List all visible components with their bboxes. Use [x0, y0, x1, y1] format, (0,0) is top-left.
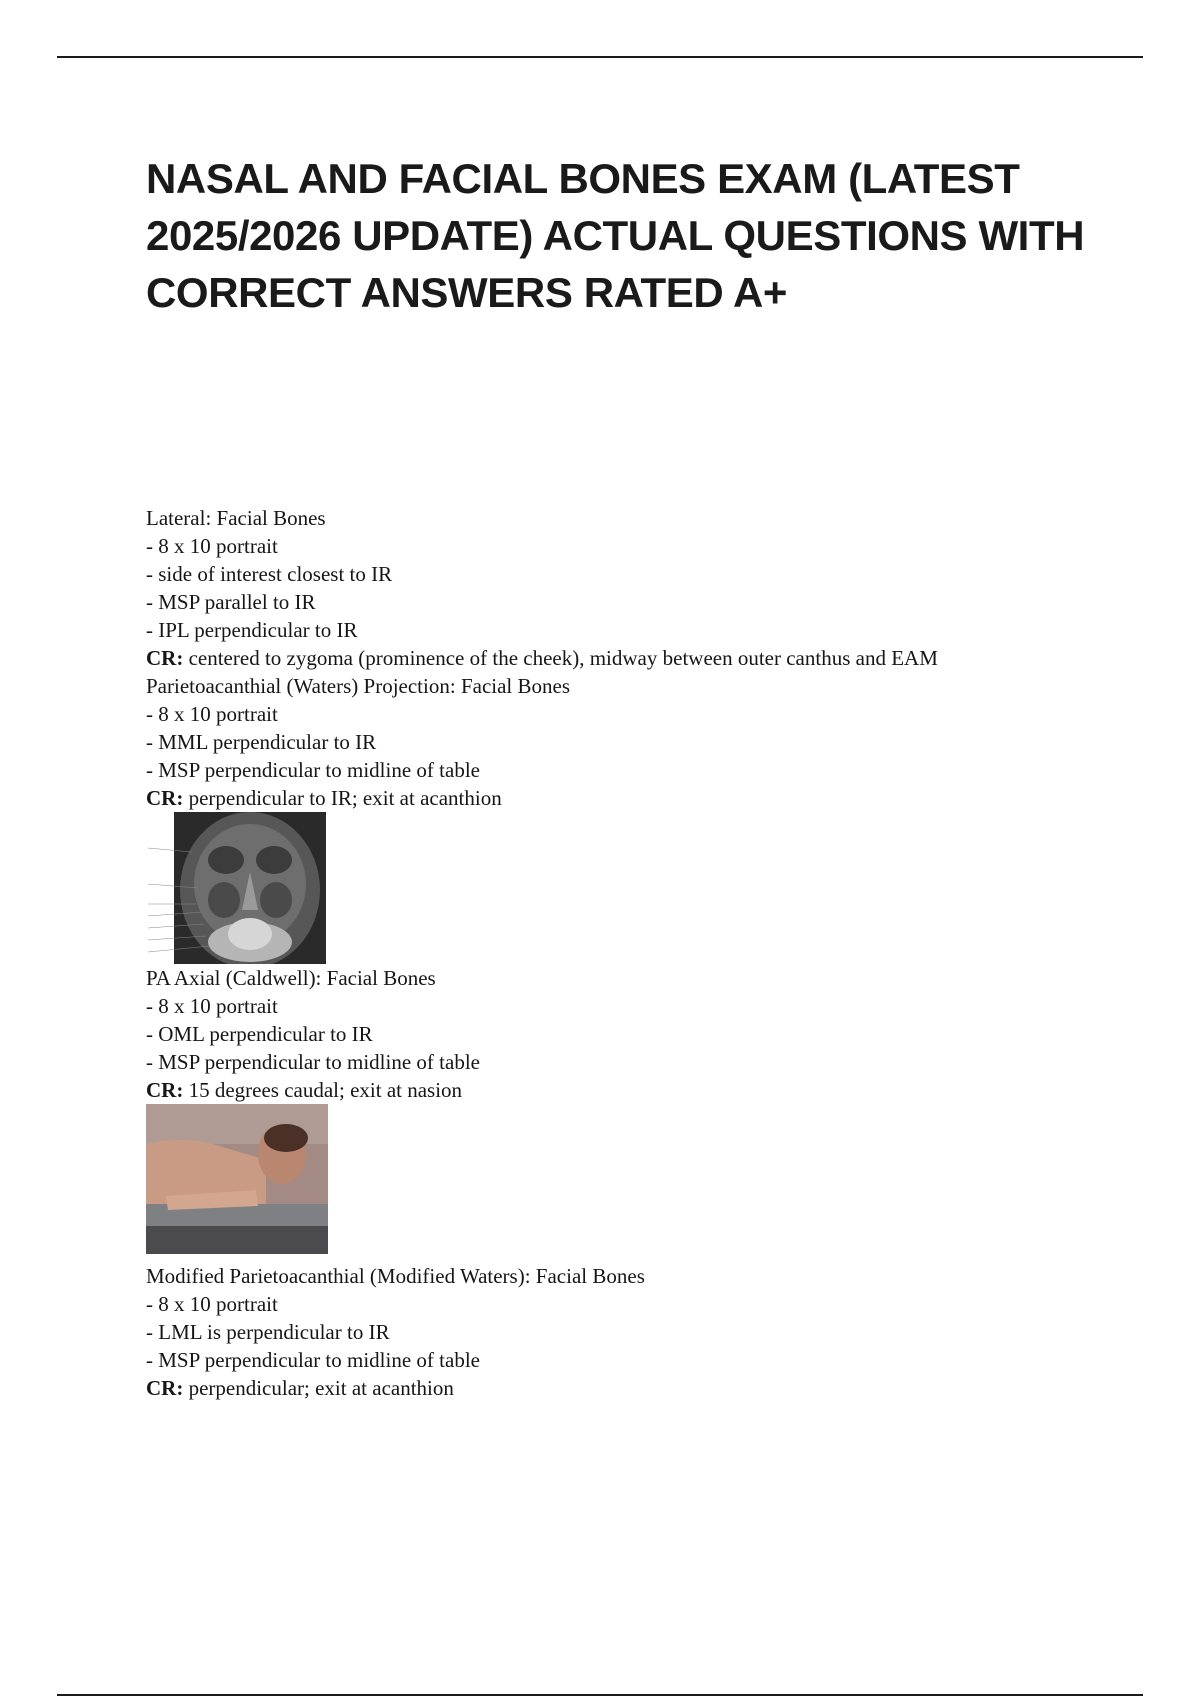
cr-label: CR:: [146, 1078, 184, 1102]
list-item: - IPL perpendicular to IR: [146, 618, 358, 642]
list-item: - 8 x 10 portrait: [146, 534, 278, 558]
cr-text: perpendicular to IR; exit at acanthion: [183, 786, 502, 810]
list-item: - MSP perpendicular to midline of table: [146, 1050, 480, 1074]
document-body: [146, 504, 1146, 1402]
cr-label: CR:: [146, 786, 184, 810]
cr-text: centered to zygoma (prominence of the cheek), midway between outer canthus and EAM: [183, 646, 938, 670]
section-heading: Parietoacanthial (Waters) Projection: Facial Bones: [146, 674, 570, 698]
list-item: - LML is perpendicular to IR: [146, 1320, 390, 1344]
cr-text: perpendicular; exit at acanthion: [183, 1376, 454, 1400]
list-item: - MSP perpendicular to midline of table: [146, 1348, 480, 1372]
section-waters: [146, 672, 1146, 964]
central-ray-line: [146, 1374, 1146, 1402]
section-heading: PA Axial (Caldwell): Facial Bones: [146, 966, 436, 990]
section-heading: Modified Parietoacanthial (Modified Waters): Facial Bones: [146, 1264, 645, 1288]
cr-label: CR:: [146, 1376, 184, 1400]
waters-xray-image: [146, 812, 326, 964]
top-rule: [57, 56, 1143, 58]
cr-text: 15 degrees caudal; exit at nasion: [183, 1078, 463, 1102]
section-modified-waters: [146, 1262, 1146, 1402]
list-item: - MML perpendicular to IR: [146, 730, 377, 754]
list-item: - MSP perpendicular to midline of table: [146, 758, 480, 782]
list-item: - side of interest closest to IR: [146, 562, 393, 586]
central-ray-line: [146, 784, 1146, 812]
xray-label-lines: [146, 812, 326, 964]
list-item: - 8 x 10 portrait: [146, 994, 278, 1018]
list-item: - 8 x 10 portrait: [146, 1292, 278, 1316]
list-item: - 8 x 10 portrait: [146, 702, 278, 726]
cr-label: CR:: [146, 646, 184, 670]
image-caption-fineprint: [146, 1254, 1146, 1262]
section-caldwell: [146, 964, 1146, 1262]
central-ray-line: [146, 1076, 1146, 1104]
central-ray-line: [146, 644, 1146, 672]
patient-photo-art: [146, 1104, 328, 1254]
section-heading: Lateral: Facial Bones: [146, 506, 326, 530]
bottom-rule: [57, 1694, 1143, 1696]
section-lateral: [146, 504, 1146, 672]
list-item: - OML perpendicular to IR: [146, 1022, 373, 1046]
list-item: - MSP parallel to IR: [146, 590, 316, 614]
caldwell-patient-photo: [146, 1104, 328, 1254]
document-title: NASAL AND FACIAL BONES EXAM (LATEST 2025/2026 UPDATE) ACTUAL QUESTIONS WITH CORRECT ANSWERS RATED A+: [146, 155, 1085, 316]
